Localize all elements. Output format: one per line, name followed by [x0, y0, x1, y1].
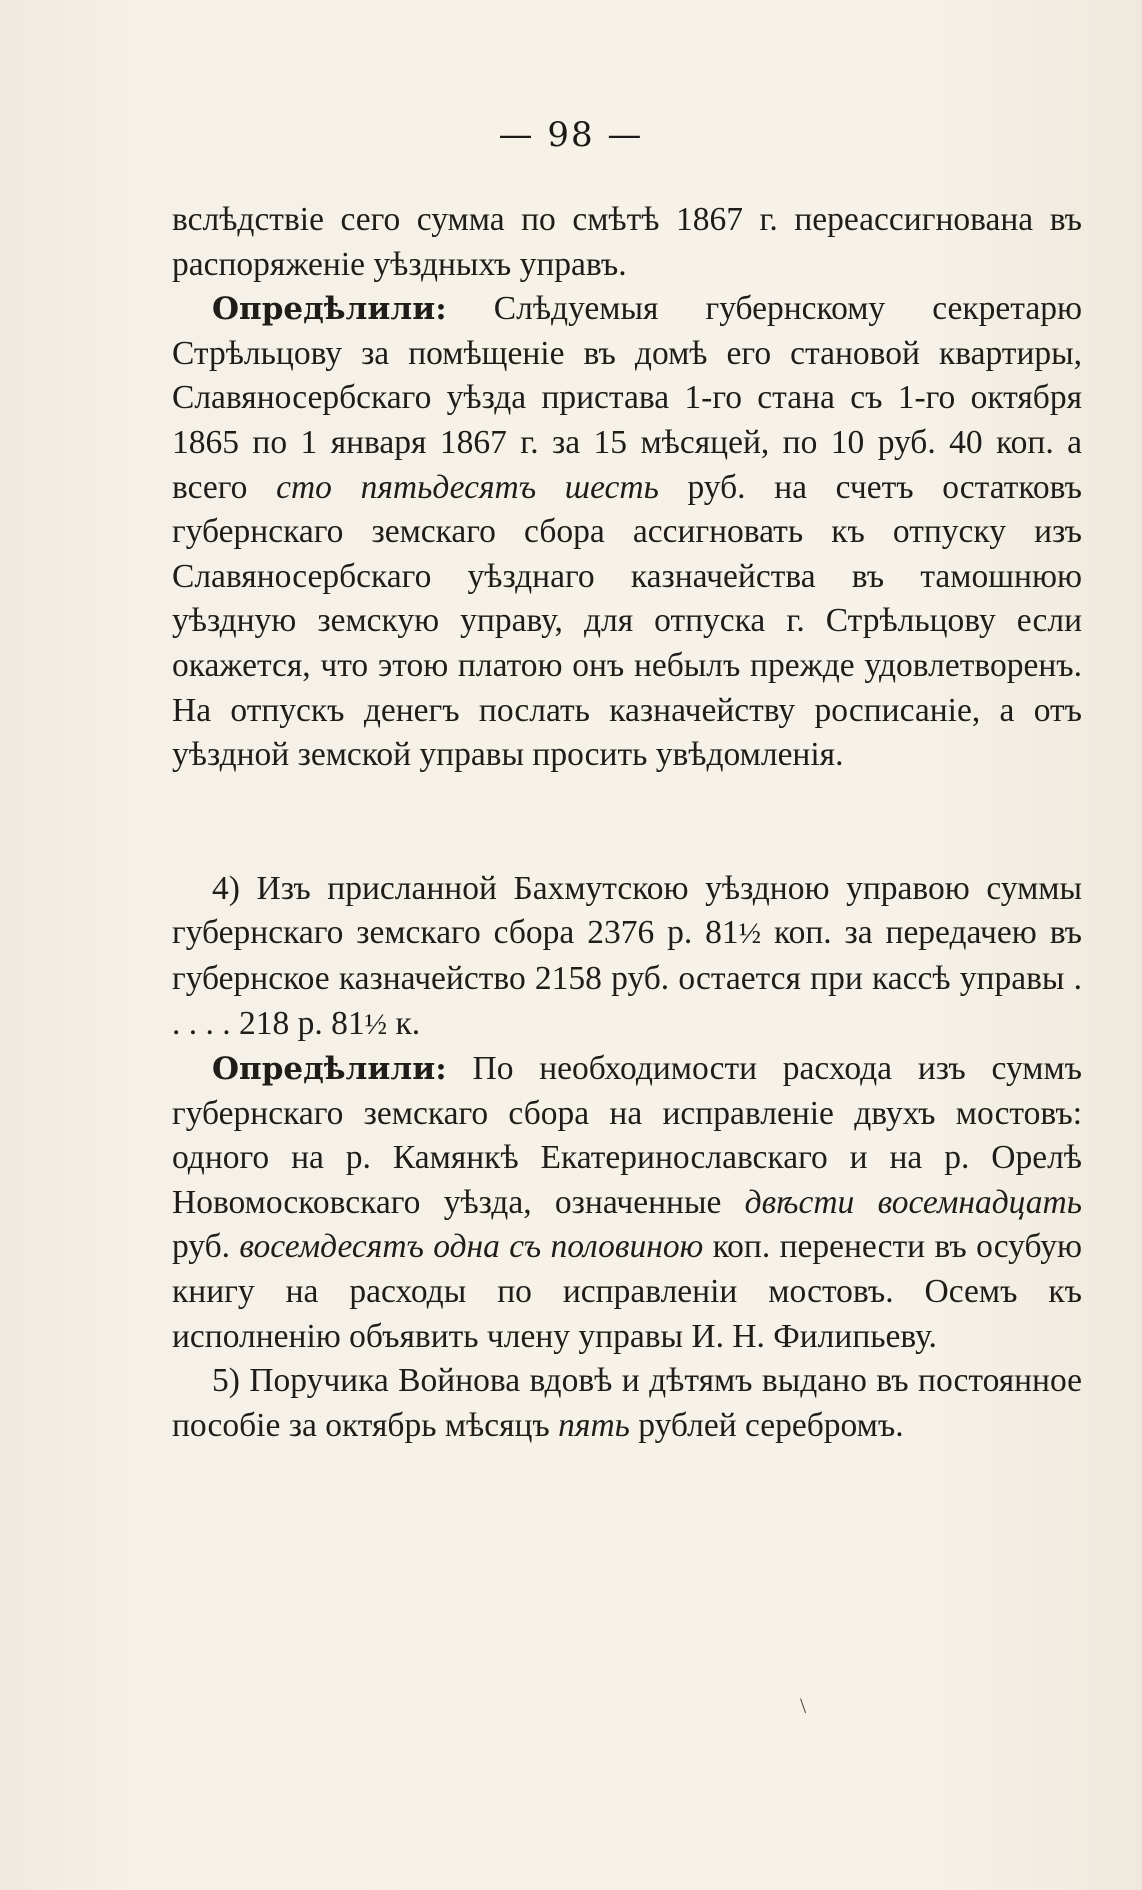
text-run: вслѣдствіе сего сумма по смѣтѣ 1867 г. переассигнована въ распоряженіе уѣздныхъ управъ. — [172, 201, 1082, 283]
amount-in-words: сто пятьдесятъ шесть — [276, 468, 659, 506]
amount-in-words: восемдесятъ одна съ половиною — [239, 1228, 704, 1266]
text-run: По необходимости расхода изъ суммъ губернскаго земскаго сбора на исправленіе двухъ мостовъ: одного на р. Камянкѣ Екатеринославскаго и на р. Орелѣ Новомосковскаго уѣзда, означенные — [172, 1050, 1082, 1221]
paragraph-resolution-streltsov — [172, 287, 1082, 778]
paragraph-continuation — [172, 198, 1082, 287]
fraction: ½ — [738, 917, 762, 951]
page-number: — 98 — — [498, 115, 644, 155]
paragraph-item-4 — [172, 867, 1082, 1047]
paragraph-item-5 — [172, 1359, 1082, 1448]
text-run: рублей серебромъ. — [629, 1406, 904, 1444]
text-run: 5) Поручика Войнова вдовѣ и дѣтямъ выдано въ постоянное пособіе за октябрь мѣсяцъ — [172, 1362, 1082, 1444]
text-run: 4) Изъ присланной Бахмутскою уѣздною управою суммы губернскаго земскаго сбора 2376 р. 81 — [172, 869, 1082, 952]
amount-in-words: пять — [558, 1406, 630, 1444]
text-run: коп. перенести въ осубую книгу на расходы по исправленіи мостовъ. Осемъ къ исполненію объявить члену управы И. Н. Филипьеву. — [172, 1228, 1082, 1355]
text-run: к. — [387, 1004, 421, 1042]
text-run: руб. — [172, 1228, 240, 1266]
resolution-label: Опредѣлили: — [212, 1051, 447, 1088]
body-text — [172, 198, 1082, 1448]
text-run: Слѣдуемыя губернскому секретарю Стрѣльцову за помѣщеніе въ домѣ его становой квартиры, Славяносербскаго уѣзда пристава 1-го стана съ 1-го октября 1865 по 1 января 1867 г. за 15 мѣсяцей, по 10 руб. 40 коп. а всего — [172, 290, 1082, 506]
fraction: ½ — [364, 1007, 388, 1041]
resolution-label: Опредѣлили: — [212, 291, 447, 328]
text-run: коп. за передачею въ губернское казначейство 2158 руб. остается при кассѣ управы . . . . . 218 р. 81 — [172, 914, 1083, 1042]
amount-in-words: двѣсти восемнадцать — [744, 1183, 1082, 1221]
text-run: руб. на счетъ остатковъ губернскаго земскаго сбора ассигновать къ отпуску изъ Славяносербскаго уѣзднаго казначейства въ тамошнюю уѣздную земскую управу, для отпуска г. Стрѣльцову если окажется, что этою платою онъ небылъ прежде удовлетворенъ. На отпускъ денегъ послать казначейству росписаніе, а отъ уѣздной земской управы просить увѣдомленія. — [172, 468, 1082, 774]
paragraph-resolution-bridges — [172, 1047, 1082, 1359]
stray-mark: \ — [800, 1693, 807, 1718]
